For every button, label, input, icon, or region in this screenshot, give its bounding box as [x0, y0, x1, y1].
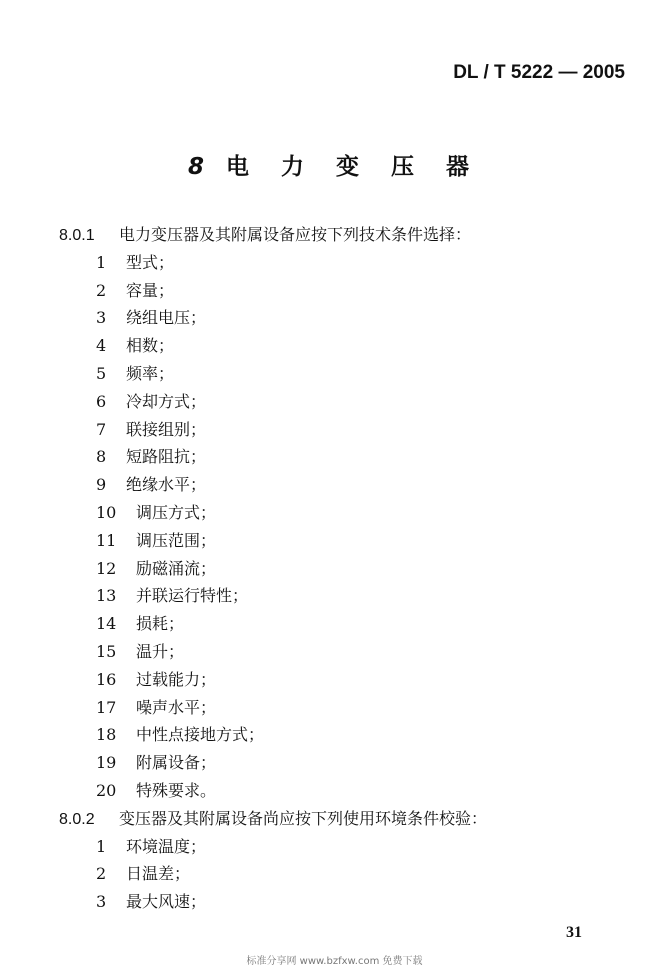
list-item — [96, 861, 190, 887]
list-item — [96, 472, 206, 498]
list-item — [96, 500, 216, 526]
list-item — [96, 444, 206, 470]
list-item — [96, 834, 206, 860]
clause-number: 8.0.2 — [59, 810, 95, 828]
list-item — [96, 583, 248, 609]
list-item-text: 联接组别； — [126, 419, 207, 439]
list-item-number: 4 — [96, 336, 107, 356]
chapter-number: 8 — [187, 154, 216, 180]
list-item-number: 16 — [96, 669, 117, 689]
list-item — [96, 361, 174, 387]
list-item-text: 环境温度； — [126, 836, 207, 856]
list-item-number: 17 — [96, 697, 117, 717]
list-item — [96, 333, 174, 359]
list-item-number: 14 — [96, 614, 117, 634]
list-item-number: 1 — [96, 252, 107, 272]
list-item-number: 1 — [96, 836, 107, 856]
clause-text: 变压器及其附属设备尚应按下列使用环境条件校验： — [119, 808, 488, 828]
list-item-number: 13 — [96, 586, 117, 606]
list-item-text: 频率； — [126, 364, 175, 383]
list-item-text: 短路阻抗； — [126, 447, 207, 467]
list-item — [96, 750, 216, 776]
list-item-text: 励磁涌流； — [136, 558, 217, 578]
list-item-number: 2 — [96, 864, 107, 884]
list-item-number: 3 — [96, 308, 107, 328]
list-item — [96, 889, 206, 915]
list-item-number: 3 — [96, 892, 107, 912]
list-item — [96, 528, 216, 554]
list-item-number: 8 — [96, 447, 107, 467]
list-item-text: 特殊要求。 — [136, 781, 217, 800]
list-item-number: 20 — [96, 781, 117, 800]
clause-number: 8.0.1 — [59, 227, 95, 244]
list-item-text: 相数； — [126, 336, 175, 356]
list-item-number: 12 — [96, 558, 117, 578]
list-item-number: 10 — [96, 503, 117, 522]
list-item-text: 调压方式； — [136, 503, 217, 522]
list-item-text: 绕组电压； — [126, 308, 207, 328]
list-item-number: 19 — [96, 753, 117, 773]
list-item — [96, 695, 216, 721]
list-item-text: 噪声水平； — [136, 697, 217, 717]
list-item-text: 日温差； — [126, 864, 191, 884]
list-item-text: 冷却方式； — [126, 391, 207, 411]
list-item-number: 9 — [96, 475, 107, 495]
chapter-title-text: 电 力 变 压 器 — [225, 154, 482, 180]
list-item-number: 11 — [96, 530, 117, 550]
list-item-text: 中性点接地方式； — [136, 725, 265, 745]
list-item-number: 2 — [96, 280, 107, 300]
chapter-title — [0, 148, 669, 181]
list-item-text: 温升； — [136, 642, 185, 661]
list-item — [96, 639, 184, 665]
list-item — [96, 667, 216, 693]
list-item — [96, 611, 184, 637]
list-item — [96, 722, 264, 748]
list-item-text: 最大风速； — [126, 892, 207, 912]
list-item — [96, 250, 174, 276]
list-item — [96, 305, 206, 331]
list-item-text: 并联运行特性； — [136, 586, 249, 606]
list-item — [96, 278, 174, 304]
page-number: 31 — [566, 924, 582, 941]
list-item-number: 6 — [96, 391, 107, 411]
list-item-number: 15 — [96, 642, 117, 661]
list-item-text: 损耗； — [136, 614, 185, 634]
list-item-text: 容量； — [126, 280, 175, 300]
list-item-text: 附属设备； — [136, 753, 217, 773]
list-item-number: 7 — [96, 419, 107, 439]
list-item — [96, 556, 216, 582]
clause-text: 电力变压器及其附属设备应按下列技术条件选择： — [119, 225, 472, 244]
list-item — [96, 389, 206, 415]
list-item-text: 绝缘水平； — [126, 475, 207, 495]
clause-8-0-2 — [59, 806, 487, 832]
list-item-number: 18 — [96, 725, 117, 745]
list-item-text: 型式； — [126, 252, 175, 272]
standard-code: DL / T 5222 — 2005 — [453, 62, 625, 83]
list-item-text: 调压范围； — [136, 530, 217, 550]
footer-watermark: 标准分享网 www.bzfxw.com 免费下载 — [246, 956, 423, 967]
list-item — [96, 778, 216, 804]
list-item-number: 5 — [96, 364, 107, 383]
list-item — [96, 417, 206, 443]
clause-8-0-1 — [59, 222, 471, 248]
list-item-text: 过载能力； — [136, 669, 217, 689]
